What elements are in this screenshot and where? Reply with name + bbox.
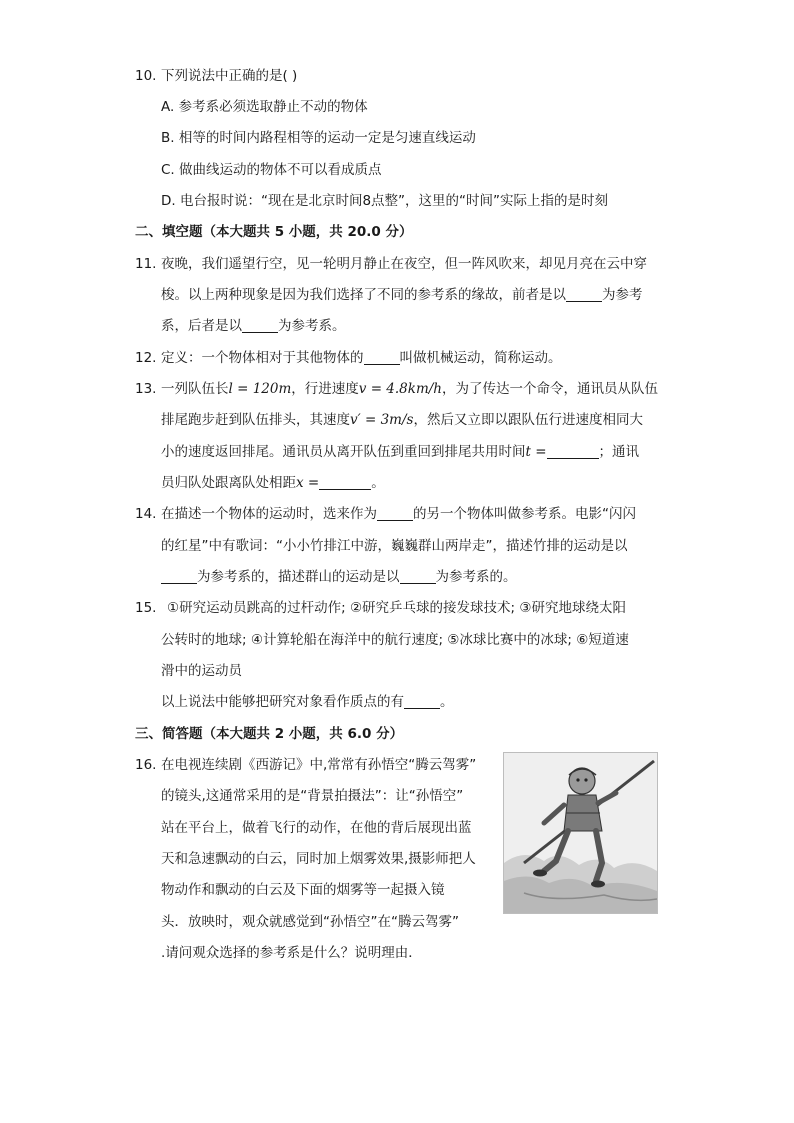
question-text: 的镜头,这通常采用的是“背景拍摄法”：让“孙悟空”: [161, 788, 464, 804]
question-text: 天和急速飘动的白云，同时加上烟雾效果,摄影师把人: [161, 851, 476, 867]
question-number: 11.: [135, 256, 157, 272]
question-text: 梭。以上两种现象是因为我们选择了不同的参考系的缘故，前者是以 为参考: [161, 287, 643, 303]
question-number: 12.: [135, 350, 157, 366]
question-text: 物动作和飘动的白云及下面的烟雾等一起摄入镜: [161, 882, 445, 898]
question-text: 系，后者是以 为参考系。: [161, 318, 346, 334]
monkey-king-illustration: [503, 752, 658, 914]
question-text: ①研究运动员跳高的过杆动作; ②研究乒乓球的接发球技术; ③研究地球绕太阳: [167, 600, 626, 616]
question-text: 站在平台上，做着飞行的动作，在他的背后展现出蓝: [161, 820, 472, 836]
question-text: 滑中的运动员: [161, 663, 242, 679]
question-text: 公转时的地球; ④计算轮船在海洋中的航行速度; ⑤冰球比赛中的冰球; ⑥短道速: [161, 632, 629, 648]
question-text: 以上说法中能够把研究对象看作质点的有 。: [161, 694, 454, 710]
question-text: 的红星”中有歌词：“小小竹排江中游，巍巍群山两岸走”，描述竹排的运动是以: [161, 538, 628, 554]
answer-blank[interactable]: [566, 287, 602, 302]
question-number: 10.: [135, 68, 157, 84]
question-text: 定义：一个物体相对于其他物体的 叫做机械运动，简称运动。: [161, 350, 562, 366]
answer-blank[interactable]: [547, 444, 599, 459]
question-text: 在电视连续剧《西游记》中,常常有孙悟空“腾云驾雾”: [161, 757, 477, 773]
section-heading: 二、填空题（本大题共 5 小题，共 20.0 分）: [135, 224, 413, 240]
question-text: 头．放映时，观众就感觉到“孙悟空”在“腾云驾雾”: [161, 914, 459, 930]
answer-blank[interactable]: [319, 475, 371, 490]
question-stem: 下列说法中正确的是( ): [161, 68, 298, 84]
question-text: 为参考系的，描述群山的运动是以 为参考系的。: [161, 567, 517, 587]
question-text: 夜晚，我们遥望行空，见一轮明月静止在夜空，但一阵风吹来，却见月亮在云中穿: [161, 256, 647, 272]
question-text: .请问观众选择的参考系是什么？说明理由．: [161, 945, 422, 961]
question-text: 排尾跑步赶到队伍排头，其速度v′ = 3m/s，然后又立即以跟队伍行进速度相同大: [161, 412, 643, 428]
section-heading: 三、简答题（本大题共 2 小题，共 6.0 分）: [135, 726, 404, 742]
answer-blank[interactable]: [161, 569, 197, 584]
option-b: B. 相等的时间内路程相等的运动一定是匀速直线运动: [161, 130, 476, 146]
question-number: 14.: [135, 506, 157, 522]
option-a: A. 参考系必须选取静止不动的物体: [161, 99, 368, 115]
question-text: 一列队伍长l = 120m，行进速度v = 4.8km/h，为了传达一个命令，通讯员从队伍: [161, 381, 658, 397]
answer-blank[interactable]: [364, 350, 400, 365]
question-text: 在描述一个物体的运动时，选来作为 的另一个物体叫做参考系。电影“闪闪: [161, 506, 636, 522]
answer-blank[interactable]: [242, 318, 278, 333]
question-number: 15.: [135, 600, 157, 616]
monkey-king-figure-icon: [504, 753, 657, 913]
question-number: 16.: [135, 757, 157, 773]
question-text: 员归队处跟离队处相距x = 。: [161, 475, 385, 491]
answer-blank[interactable]: [377, 506, 413, 521]
question-number: 13.: [135, 381, 157, 397]
option-d: D. 电台报时说：“现在是北京时间8点整”，这里的“时间”实际上指的是时刻: [161, 193, 609, 209]
answer-blank[interactable]: [404, 694, 440, 709]
answer-blank[interactable]: [400, 569, 436, 584]
question-text: 小的速度返回排尾。通讯员从离开队伍到重回到排尾共用时间t = ；通讯: [161, 444, 640, 460]
option-c: C. 做曲线运动的物体不可以看成质点: [161, 162, 382, 178]
